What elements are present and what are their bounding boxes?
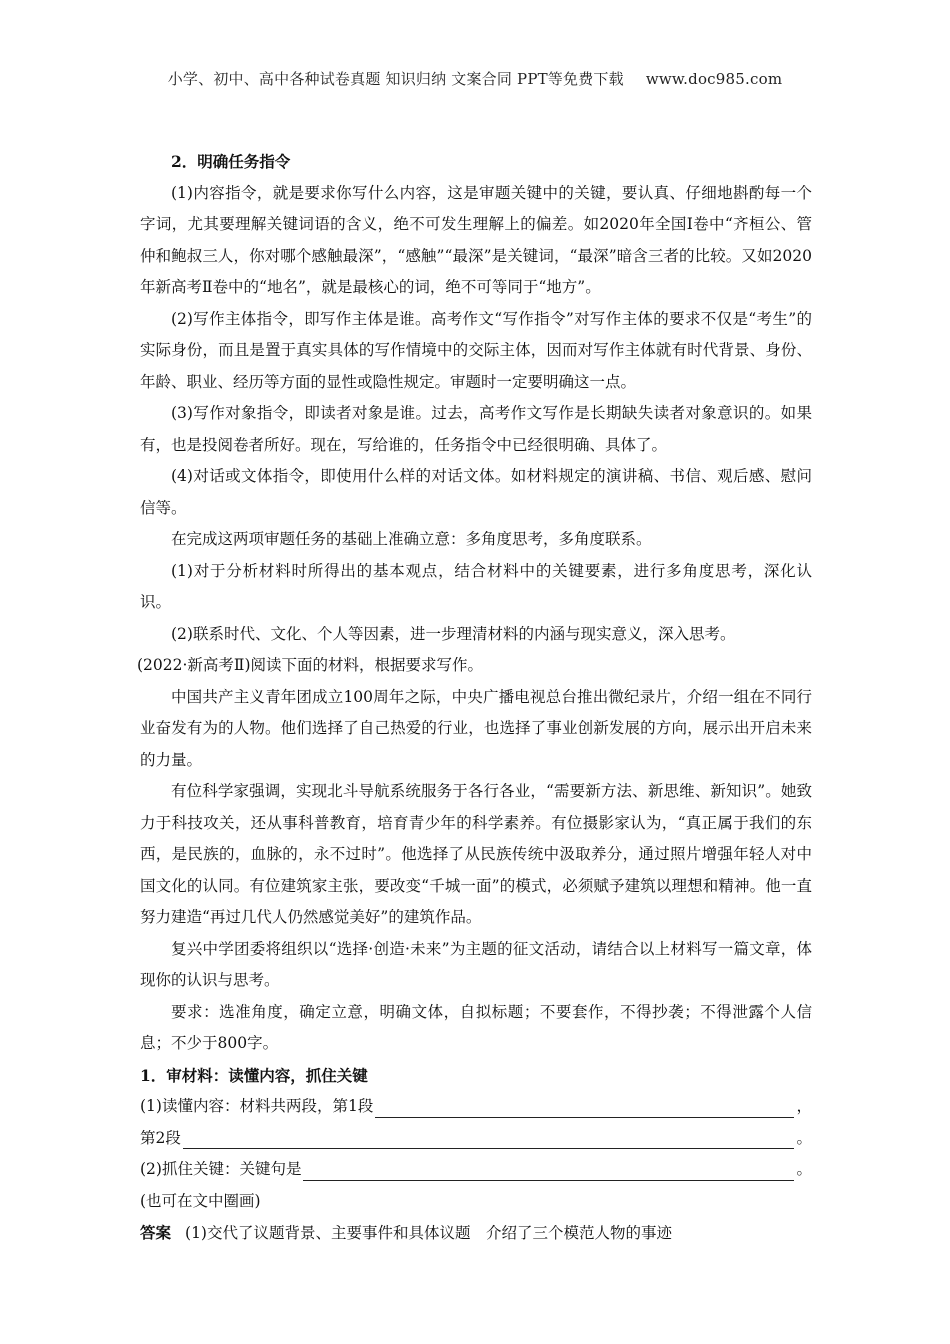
material-paragraph-1: 中国共产主义青年团成立100周年之际，中央广播电视总台推出微纪录片，介绍一组在不同行业奋发有为的人物。他们选择了自己热爱的行业，也选择了事业创新发展的方向，展示出开启未来的力量。 (140, 687, 812, 769)
question-2-prefix: (2)抓住关键：关键句是 (140, 1160, 302, 1178)
answer-blank-3[interactable] (303, 1159, 794, 1181)
question-1-end: ， (796, 1097, 812, 1115)
question-1b-end: 。 (796, 1128, 812, 1147)
question-2-line (140, 1154, 812, 1186)
example-source: (2022·新高考Ⅱ)阅读下面的材料，根据要求写作。 (137, 656, 484, 674)
writing-task: 复兴中学团委将组织以“选择·创造·未来”为主题的征文活动，请结合以上材料写一篇文章，体现你的认识与思考。 (140, 939, 812, 989)
question-1-prefix: (1)读懂内容：材料共两段，第1段 (140, 1097, 374, 1115)
answer-text: (1)交代了议题背景、主要事件和具体议题 介绍了三个模范人物的事迹 (185, 1224, 672, 1242)
paragraph-genre-instruction: (4)对话或文体指令，即使用什么样的对话文体。如材料规定的演讲稿、书信、观后感、慰问信等。 (140, 467, 812, 517)
paragraph-intent-2: (2)联系时代、文化、个人等因素，进一步理清材料的内涵与现实意义，深入思考。 (171, 624, 736, 643)
paragraph-audience-instruction: (3)写作对象指令，即读者对象是谁。过去，高考作文写作是长期缺失读者对象意识的。如果有，也是投阅卷者所好。现在，写给谁的，任务指令中已经很明确、具体了。 (140, 404, 812, 454)
paragraph-intent: 在完成这两项审题任务的基础上准确立意：多角度思考，多角度联系。 (171, 530, 652, 548)
paragraph-subject-instruction: (2)写作主体指令，即写作主体是谁。高考作文“写作指令”对写作主体的要求不仅是“考生”的实际身份，而且是置于真实具体的写作情境中的交际主体，因而对写作主体就有时代背景、身份、年龄、职业、经历等方面的显性或隐性规定。审题时一定要明确这一点。 (140, 309, 812, 391)
annotation-note: (也可在文中圈画) (140, 1191, 261, 1210)
step-heading: 1．审材料：读懂内容，抓住关键 (140, 1065, 368, 1085)
question-2-end: 。 (796, 1160, 812, 1178)
question-1-line (140, 1091, 812, 1123)
answer-blank-2[interactable] (183, 1127, 795, 1149)
question-1b-prefix: 第2段 (140, 1128, 181, 1147)
paragraph-intent-1: (1)对于分析材料时所得出的基本观点，结合材料中的关键要素，进行多角度思考，深化认识。 (140, 561, 812, 611)
header-website-link[interactable]: www.doc985.com (645, 70, 783, 88)
answer-line (140, 1217, 812, 1250)
document-body (137, 146, 812, 1250)
answer-label: 答案 (140, 1223, 172, 1242)
paragraph-content-instruction: (1)内容指令，就是要求你写什么内容，这是审题关键中的关键，要认真、仔细地斟酌每一个字词，尤其要理解关键词语的含义，绝不可发生理解上的偏差。如2020年全国Ⅰ卷中“齐桓公、管仲和鲍叔三人，你对哪个感触最深”，“感触”“最深”是关键词，“最深”暗含三者的比较。又如2020年新高考Ⅱ卷中的“地名”，就是最核心的词，绝不可等同于“地方”。 (140, 183, 812, 296)
header-text: 小学、初中、高中各种试卷真题 知识归纳 文案合同 PPT等免费下载 (167, 70, 624, 88)
material-paragraph-2: 有位科学家强调，实现北斗导航系统服务于各行各业，“需要新方法、新思维、新知识”。她致力于科技攻关，还从事科普教育，培育青少年的科学素养。有位摄影家认为，“真正属于我们的东西，是民族的，血脉的，永不过时”。他选择了从民族传统中汲取养分，通过照片增强年轻人对中国文化的认同。有位建筑家主张，要改变“千城一面”的模式，必须赋予建筑以理想和精神。他一直努力建造“再过几代人仍然感觉美好”的建筑作品。 (140, 782, 812, 926)
answer-blank-1[interactable] (375, 1096, 794, 1118)
page-header (0, 68, 950, 89)
writing-requirements: 要求：选准角度，确定立意，明确文体，自拟标题；不要套作，不得抄袭；不得泄露个人信息；不少于800字。 (140, 1002, 812, 1052)
question-1b-line (140, 1123, 812, 1155)
section-heading: 2．明确任务指令 (171, 152, 291, 171)
